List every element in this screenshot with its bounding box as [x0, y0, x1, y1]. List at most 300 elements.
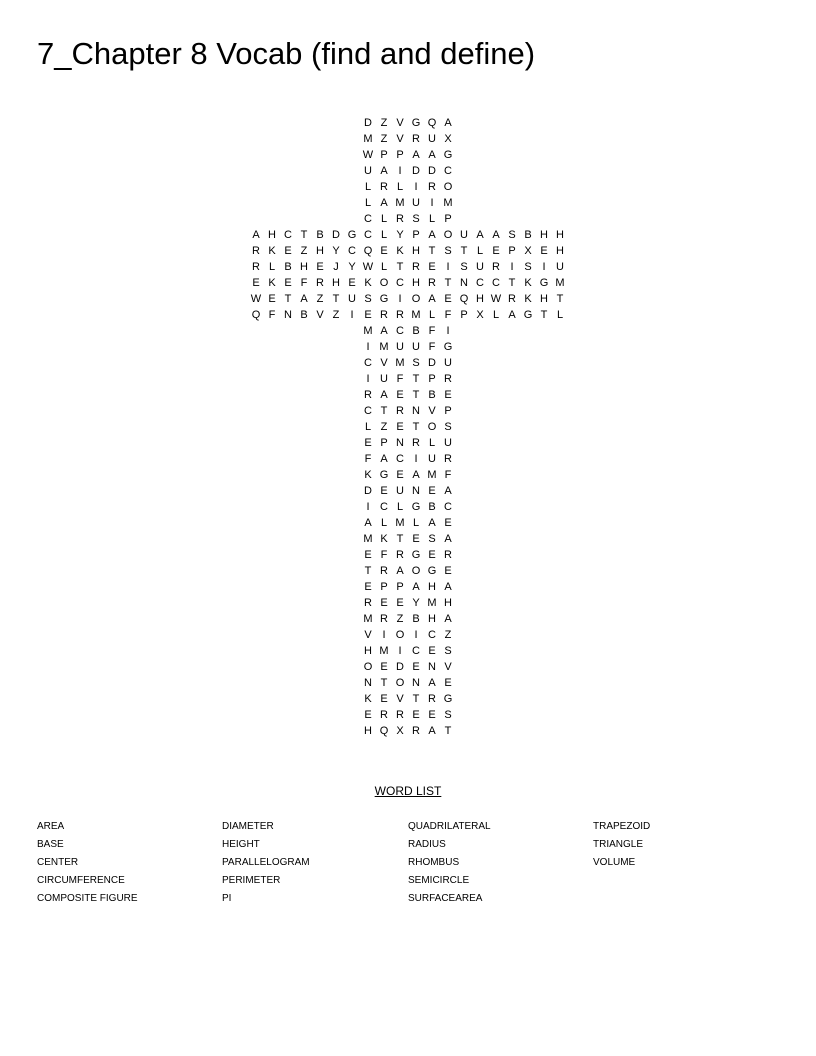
grid-letter: P	[396, 581, 404, 593]
grid-letter: H	[268, 229, 276, 241]
grid-letter: H	[556, 245, 564, 257]
grid-letter: K	[396, 245, 404, 257]
grid-letter: T	[332, 293, 340, 305]
grid-letter: R	[396, 549, 404, 561]
grid-letter: E	[428, 645, 436, 657]
grid-letter: S	[524, 261, 532, 273]
grid-letter: I	[446, 325, 450, 337]
grid-letter: E	[428, 261, 436, 273]
grid-letter: F	[364, 453, 372, 465]
grid-letter: T	[380, 677, 388, 689]
grid-letter: Y	[396, 229, 404, 241]
grid-letter: A	[380, 389, 388, 401]
grid-letter: A	[412, 469, 420, 481]
grid-letter: A	[428, 293, 436, 305]
grid-letter: P	[412, 229, 420, 241]
grid-letter: Y	[348, 261, 356, 273]
word-list-item: AREA	[37, 821, 65, 832]
grid-letter: I	[414, 181, 418, 193]
grid-letter: U	[444, 357, 452, 369]
grid-letter: E	[364, 709, 372, 721]
grid-letter: P	[396, 149, 404, 161]
grid-letter: A	[380, 325, 388, 337]
grid-letter: W	[490, 293, 502, 305]
grid-letter: N	[284, 309, 292, 321]
grid-letter: I	[366, 501, 370, 513]
grid-letter: L	[380, 261, 388, 273]
grid-letter: F	[428, 325, 436, 337]
grid-letter: U	[348, 293, 356, 305]
word-list-item: PARALLELOGRAM	[222, 857, 310, 868]
grid-letter: H	[412, 277, 420, 289]
grid-letter: G	[523, 309, 533, 321]
grid-letter: U	[380, 373, 388, 385]
grid-letter: R	[252, 261, 260, 273]
grid-letter: U	[396, 485, 404, 497]
grid-letter: U	[460, 229, 468, 241]
grid-letter: H	[300, 261, 308, 273]
grid-letter: H	[364, 645, 372, 657]
grid-letter: U	[556, 261, 564, 273]
grid-letter: A	[252, 229, 260, 241]
grid-letter: K	[364, 277, 372, 289]
grid-letter: I	[350, 309, 354, 321]
grid-letter: I	[398, 645, 402, 657]
grid-letter: M	[379, 341, 389, 353]
grid-letter: H	[540, 229, 548, 241]
grid-letter: Z	[444, 629, 452, 641]
grid-letter: V	[380, 357, 388, 369]
word-list-item: SEMICIRCLE	[408, 875, 470, 886]
word-list-item: PI	[222, 893, 232, 904]
grid-letter: M	[363, 325, 373, 337]
word-list-item: COMPOSITE FIGURE	[37, 893, 138, 904]
grid-letter: E	[380, 485, 388, 497]
grid-letter: T	[444, 277, 452, 289]
grid-letter: R	[428, 277, 436, 289]
grid-letter: C	[364, 357, 372, 369]
word-list-item: RADIUS	[408, 839, 446, 850]
grid-letter: K	[524, 293, 532, 305]
grid-letter: C	[396, 325, 404, 337]
grid-letter: L	[364, 197, 372, 209]
grid-letter: O	[443, 181, 453, 193]
grid-letter: M	[363, 533, 373, 545]
grid-letter: X	[396, 725, 404, 737]
grid-letter: R	[396, 309, 404, 321]
grid-letter: X	[444, 133, 452, 145]
grid-letter: A	[396, 565, 404, 577]
grid-letter: E	[348, 277, 356, 289]
grid-letter: R	[380, 565, 388, 577]
grid-letter: J	[333, 261, 339, 273]
grid-letter: T	[412, 693, 420, 705]
grid-letter: C	[364, 229, 372, 241]
grid-letter: M	[379, 645, 389, 657]
grid-letter: E	[252, 277, 260, 289]
grid-letter: E	[540, 245, 548, 257]
word-list-item: TRIANGLE	[593, 839, 644, 850]
grid-letter: R	[444, 453, 452, 465]
grid-letter: R	[444, 549, 452, 561]
grid-letter: Z	[380, 133, 388, 145]
grid-letter: R	[508, 293, 516, 305]
word-list-item: PERIMETER	[222, 875, 281, 886]
grid-letter: H	[364, 725, 372, 737]
grid-letter: L	[428, 213, 436, 225]
grid-letter: U	[428, 133, 436, 145]
grid-letter: T	[364, 565, 372, 577]
grid-letter: I	[542, 261, 546, 273]
grid-letter: M	[555, 277, 565, 289]
word-list-column-1	[37, 818, 217, 908]
word-list-item: RHOMBUS	[408, 857, 460, 868]
grid-letter: E	[412, 661, 420, 673]
grid-letter: W	[362, 149, 374, 161]
grid-letter: D	[428, 165, 436, 177]
grid-letter: C	[396, 453, 404, 465]
grid-letter: B	[524, 229, 532, 241]
grid-letter: E	[492, 245, 500, 257]
grid-letter: E	[364, 437, 372, 449]
grid-letter: L	[412, 517, 420, 529]
word-list-item: SURFACEAREA	[408, 893, 483, 904]
grid-letter: G	[411, 501, 421, 513]
grid-letter: D	[412, 165, 420, 177]
grid-letter: A	[428, 517, 436, 529]
grid-letter: A	[508, 309, 516, 321]
grid-letter: F	[300, 277, 308, 289]
grid-letter: F	[428, 341, 436, 353]
grid-letter: E	[396, 421, 404, 433]
grid-letter: D	[396, 661, 404, 673]
grid-letter: L	[492, 309, 500, 321]
grid-letter: Z	[380, 421, 388, 433]
word-list-item: BASE	[37, 839, 64, 850]
grid-letter: F	[444, 469, 452, 481]
grid-letter: L	[268, 261, 276, 273]
word-list-item: DIAMETER	[222, 821, 274, 832]
grid-letter: A	[428, 149, 436, 161]
grid-letter: N	[396, 437, 404, 449]
grid-letter: C	[364, 405, 372, 417]
grid-letter: P	[380, 581, 388, 593]
grid-letter: R	[380, 181, 388, 193]
grid-letter: N	[460, 277, 468, 289]
grid-letter: W	[250, 293, 262, 305]
grid-letter: Q	[427, 117, 437, 129]
grid-letter: Y	[412, 597, 420, 609]
grid-letter: F	[444, 309, 452, 321]
grid-letter: B	[428, 389, 436, 401]
grid-letter: C	[476, 277, 484, 289]
grid-letter: D	[332, 229, 340, 241]
grid-letter: B	[428, 501, 436, 513]
grid-letter: M	[395, 357, 405, 369]
grid-letter: M	[427, 597, 437, 609]
grid-letter: R	[380, 613, 388, 625]
grid-letter: O	[411, 565, 421, 577]
grid-letter: E	[444, 565, 452, 577]
grid-letter: C	[284, 229, 292, 241]
grid-letter: C	[412, 645, 420, 657]
grid-letter: C	[380, 501, 388, 513]
grid-letter: E	[364, 549, 372, 561]
grid-letter: I	[366, 373, 370, 385]
grid-letter: T	[300, 229, 308, 241]
grid-letter: H	[316, 245, 324, 257]
grid-letter: T	[444, 725, 452, 737]
grid-letter: R	[252, 245, 260, 257]
grid-letter: H	[428, 581, 436, 593]
grid-letter: C	[348, 245, 356, 257]
grid-letter: R	[412, 261, 420, 273]
grid-letter: Z	[332, 309, 340, 321]
grid-letter: L	[396, 181, 404, 193]
word-list-item: QUADRILATERAL	[408, 821, 491, 832]
grid-letter: R	[396, 405, 404, 417]
grid-letter: E	[428, 549, 436, 561]
grid-letter: S	[508, 229, 516, 241]
grid-letter: Q	[379, 725, 389, 737]
grid-letter: I	[366, 341, 370, 353]
grid-letter: R	[364, 389, 372, 401]
grid-letter: G	[411, 549, 421, 561]
grid-letter: G	[379, 293, 389, 305]
grid-letter: K	[268, 245, 276, 257]
grid-letter: T	[412, 421, 420, 433]
grid-letter: K	[364, 693, 372, 705]
grid-letter: V	[396, 117, 404, 129]
grid-letter: K	[268, 277, 276, 289]
grid-letter: U	[364, 165, 372, 177]
grid-letter: T	[508, 277, 516, 289]
grid-letter: L	[364, 421, 372, 433]
grid-letter: C	[444, 165, 452, 177]
grid-letter: E	[428, 485, 436, 497]
grid-letter: K	[524, 277, 532, 289]
grid-letter: F	[268, 309, 276, 321]
grid-letter: P	[428, 373, 436, 385]
grid-letter: E	[396, 389, 404, 401]
grid-letter: A	[428, 677, 436, 689]
grid-letter: X	[476, 309, 484, 321]
grid-letter: U	[396, 341, 404, 353]
word-list-column-2	[222, 818, 402, 908]
grid-letter: E	[268, 293, 276, 305]
grid-letter: L	[556, 309, 564, 321]
grid-letter: H	[540, 293, 548, 305]
grid-letter: I	[382, 629, 386, 641]
grid-letter: A	[444, 485, 452, 497]
grid-letter: E	[380, 693, 388, 705]
grid-letter: I	[414, 453, 418, 465]
grid-letter: A	[444, 581, 452, 593]
grid-letter: E	[396, 597, 404, 609]
word-list-column-4	[593, 818, 773, 872]
grid-letter: N	[412, 677, 420, 689]
grid-letter: E	[380, 597, 388, 609]
grid-letter: H	[428, 613, 436, 625]
grid-letter: S	[444, 645, 452, 657]
grid-letter: O	[395, 629, 405, 641]
grid-letter: H	[412, 245, 420, 257]
grid-letter: N	[412, 405, 420, 417]
grid-letter: H	[476, 293, 484, 305]
grid-letter: O	[427, 421, 437, 433]
grid-letter: E	[444, 293, 452, 305]
grid-letter: D	[364, 485, 372, 497]
grid-letter: V	[396, 693, 404, 705]
grid-letter: T	[460, 245, 468, 257]
grid-letter: M	[395, 517, 405, 529]
grid-letter: S	[444, 245, 452, 257]
grid-letter: W	[362, 261, 374, 273]
grid-letter: V	[396, 133, 404, 145]
grid-letter: M	[411, 309, 421, 321]
grid-letter: P	[444, 213, 452, 225]
grid-letter: O	[363, 661, 373, 673]
grid-letter: T	[396, 533, 404, 545]
grid-letter: R	[428, 181, 436, 193]
grid-letter: L	[380, 517, 388, 529]
grid-letter: H	[332, 277, 340, 289]
grid-letter: I	[430, 197, 434, 209]
grid-letter: A	[380, 453, 388, 465]
grid-letter: R	[316, 277, 324, 289]
grid-letter: A	[428, 725, 436, 737]
grid-letter: B	[300, 309, 308, 321]
grid-letter: E	[316, 261, 324, 273]
grid-letter: Z	[316, 293, 324, 305]
grid-letter: T	[540, 309, 548, 321]
grid-letter: U	[428, 453, 436, 465]
grid-letter: F	[396, 373, 404, 385]
word-list-item: CIRCUMFERENCE	[37, 875, 125, 886]
grid-letter: R	[380, 709, 388, 721]
grid-letter: T	[412, 389, 420, 401]
grid-letter: I	[446, 261, 450, 273]
word-list-item: CENTER	[37, 857, 79, 868]
grid-letter: M	[363, 133, 373, 145]
grid-letter: T	[556, 293, 564, 305]
grid-letter: L	[428, 437, 436, 449]
grid-letter: X	[524, 245, 532, 257]
grid-letter: I	[414, 629, 418, 641]
grid-letter: O	[411, 293, 421, 305]
grid-letter: A	[412, 581, 420, 593]
grid-letter: Z	[300, 245, 308, 257]
grid-letter: E	[396, 469, 404, 481]
grid-letter: N	[412, 485, 420, 497]
grid-letter: E	[380, 661, 388, 673]
grid-letter: U	[412, 341, 420, 353]
grid-letter: E	[364, 581, 372, 593]
grid-letter: G	[347, 229, 357, 241]
grid-letter: L	[428, 309, 436, 321]
grid-letter: B	[316, 229, 324, 241]
grid-letter: L	[380, 229, 388, 241]
grid-letter: A	[444, 117, 452, 129]
grid-letter: O	[443, 229, 453, 241]
grid-letter: E	[364, 309, 372, 321]
grid-letter: Q	[251, 309, 261, 321]
grid-letter: A	[300, 293, 308, 305]
grid-letter: S	[444, 421, 452, 433]
grid-letter: P	[380, 149, 388, 161]
grid-letter: A	[364, 517, 372, 529]
grid-letter: S	[364, 293, 372, 305]
grid-letter: R	[364, 597, 372, 609]
grid-letter: C	[492, 277, 500, 289]
grid-letter: A	[412, 149, 420, 161]
grid-letter: S	[444, 709, 452, 721]
grid-letter: M	[363, 613, 373, 625]
grid-letter: P	[508, 245, 516, 257]
grid-letter: G	[443, 693, 453, 705]
page-title: 7_Chapter 8 Vocab (find and define)	[37, 36, 536, 71]
word-list-column-3	[408, 818, 588, 908]
grid-letter: G	[427, 565, 437, 577]
grid-letter: O	[379, 277, 389, 289]
grid-letter: Z	[380, 117, 388, 129]
grid-letter: T	[284, 293, 292, 305]
grid-letter: R	[396, 709, 404, 721]
grid-letter: R	[412, 437, 420, 449]
grid-letter: S	[412, 213, 420, 225]
grid-letter: A	[428, 229, 436, 241]
grid-letter: A	[444, 533, 452, 545]
grid-letter: F	[380, 549, 388, 561]
grid-letter: E	[284, 245, 292, 257]
grid-letter: E	[428, 709, 436, 721]
grid-letter: R	[396, 213, 404, 225]
word-list-item: HEIGHT	[222, 839, 260, 850]
grid-letter: S	[412, 357, 420, 369]
grid-letter: O	[395, 677, 405, 689]
grid-letter: L	[364, 181, 372, 193]
grid-letter: M	[443, 197, 453, 209]
grid-letter: E	[444, 389, 452, 401]
grid-letter: L	[380, 213, 388, 225]
grid-letter: L	[476, 245, 484, 257]
grid-letter: S	[460, 261, 468, 273]
grid-letter: G	[443, 341, 453, 353]
grid-letter: B	[412, 325, 420, 337]
word-list-heading	[0, 783, 816, 799]
grid-letter: G	[379, 469, 389, 481]
grid-letter: N	[364, 677, 372, 689]
word-list-item: TRAPEZOID	[593, 821, 651, 832]
grid-letter: R	[412, 725, 420, 737]
grid-letter: V	[428, 405, 436, 417]
grid-letter: V	[364, 629, 372, 641]
grid-letter: Q	[459, 293, 469, 305]
grid-letter: U	[444, 437, 452, 449]
grid-letter: G	[443, 149, 453, 161]
grid-letter: Y	[332, 245, 340, 257]
grid-letter: V	[316, 309, 324, 321]
grid-letter: G	[411, 117, 421, 129]
grid-letter: B	[284, 261, 292, 273]
grid-letter: C	[428, 629, 436, 641]
grid-letter: R	[444, 373, 452, 385]
grid-letter: E	[444, 517, 452, 529]
word-list-item: VOLUME	[593, 857, 636, 868]
grid-letter: P	[444, 405, 452, 417]
grid-letter: C	[444, 501, 452, 513]
grid-letter: C	[364, 213, 372, 225]
